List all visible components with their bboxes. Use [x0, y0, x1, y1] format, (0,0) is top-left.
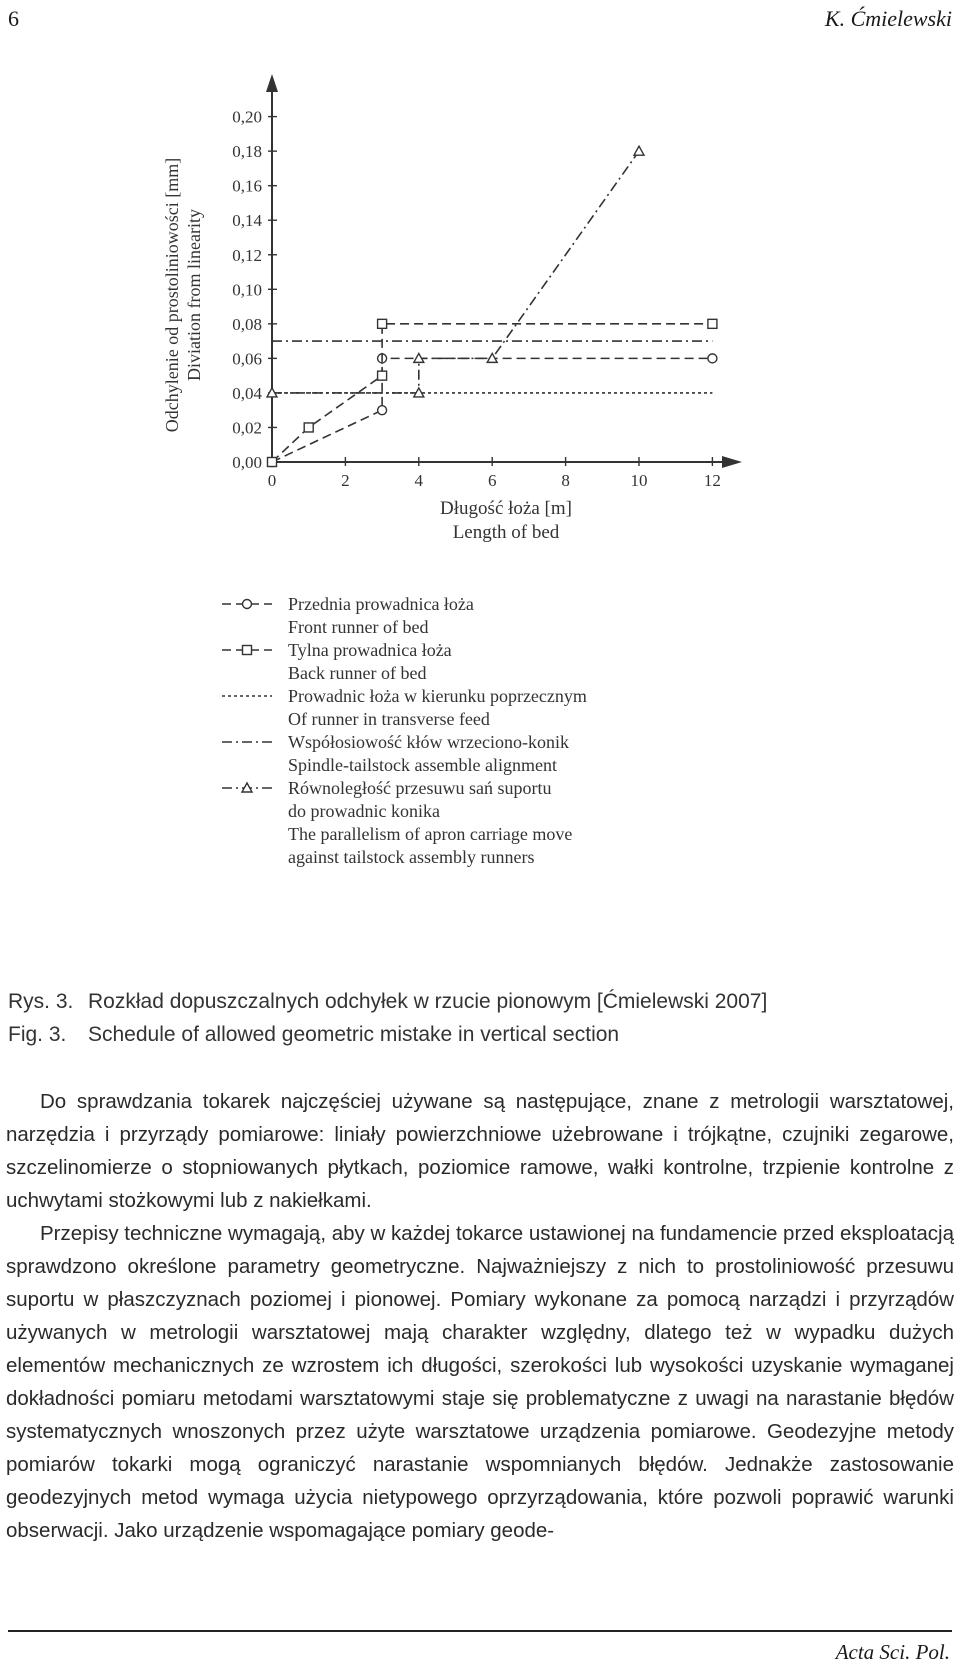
legend-text: Przednia prowadnica łoża: [288, 594, 474, 614]
y-tick-label: 0,18: [232, 142, 262, 162]
x-tick-label: 6: [487, 471, 497, 490]
caption-english-text: Schedule of allowed geometric mistake in vertical section: [88, 1023, 620, 1046]
y-tick-label: 0,14: [232, 211, 262, 231]
legend-text: Front runner of bed: [288, 617, 429, 637]
journal-footer: Acta Sci. Pol.: [835, 1640, 950, 1664]
caption-polish-label: Rys. 3.: [8, 990, 74, 1013]
x-axis-arrow: [722, 456, 742, 468]
y-axis-label-en: Diviation from linearity: [184, 209, 204, 381]
figure-caption: [8, 985, 767, 1051]
caption-polish-text: Rozkład dopuszczalnych odchyłek w rzucie pionowym [Ćmielewski 2007]: [88, 990, 768, 1013]
x-tick-label: 0: [267, 471, 277, 490]
y-tick-label: 0,04: [232, 383, 262, 403]
chart-axis-labels: [162, 158, 572, 543]
marker-circle: [243, 600, 252, 609]
legend-text: Równoległość przesuwu sań suportu: [288, 778, 552, 798]
legend-text: Tylna prowadnica łoża: [288, 640, 452, 660]
marker-square: [268, 458, 277, 467]
footer-rule: [8, 1630, 952, 1632]
x-tick-label: 8: [561, 471, 570, 490]
series-line: [272, 151, 639, 393]
legend-text: Współosiowość kłów wrzeciono-konik: [288, 732, 569, 752]
legend-text: Spindle-tailstock assemble alignment: [288, 755, 557, 775]
marker-square: [708, 319, 717, 328]
y-tick-label: 0,20: [232, 107, 262, 127]
figure-chart: [160, 70, 800, 920]
running-head-author: K. Ćmielewski: [824, 6, 952, 31]
legend-text: Of runner in transverse feed: [288, 709, 490, 729]
y-tick-label: 0,06: [232, 349, 262, 369]
y-tick-label: 0,02: [232, 418, 262, 438]
chart-series: [267, 146, 717, 466]
y-tick-label: 0,00: [232, 453, 262, 472]
marker-square: [378, 371, 387, 380]
legend-text: do prowadnic konika: [288, 801, 440, 821]
marker-square: [378, 319, 387, 328]
legend-text: Back runner of bed: [288, 663, 427, 683]
x-axis-label-en: Length of bed: [452, 522, 560, 543]
caption-polish: [8, 985, 767, 1018]
x-axis-label-pl: Długość łoża [m]: [440, 498, 572, 519]
y-tick-label: 0,12: [232, 245, 262, 265]
caption-english: [8, 1018, 767, 1051]
y-tick-label: 0,16: [232, 176, 262, 196]
chart-legend: [222, 594, 587, 867]
marker-triangle: [634, 146, 644, 155]
page-header: [8, 6, 952, 36]
chart-axes: [266, 74, 742, 468]
marker-square: [243, 646, 252, 655]
paragraph-2: Przepisy techniczne wymagają, aby w każdej tokarce ustawionej na fundamencie przed eksploatacją sprawdzono określone parametry geometryczne. Najważniejszy z nich to prostoliniowość przesuwu suportu w płaszczyznach poziomej i pionowej. Pomiary wykonane za pomocą narządzi i przyrządów używanych w metrologii warsztatowej mają charakter względny, dlatego też w wypadku dużych elementów mechanicznych ze wzrostem ich długości, szerokości lub wysokości uzyskanie wymaganej dokładności pomiaru metodami warsztatowymi staje się problematyczne z uwagi na narastanie błędów systematycznych wnoszonych przez użyte warsztatowe urządzenia pomiarowe. Geodezyjne metody pomiarów tokarki mogą ograniczyć narastanie wspomnianych błędów. Jednakże zastosowanie geodezyjnych metod wymaga użycia nietypowego oprzyrządowania, które pozwoli poprawić warunki obserwacji. Jako urządzenie wspomagające pomiary geode-: [6, 1222, 954, 1542]
y-tick-label: 0,10: [232, 280, 262, 300]
caption-english-label: Fig. 3.: [8, 1023, 67, 1046]
body-text: [6, 1085, 954, 1547]
paragraph-1: Do sprawdzania tokarek najczęściej używane są następujące, znane z metrologii warsztatowej, narzędzia i przyrządy pomiarowe: liniały powierzchniowe użebrowane i trójkątne, czujniki zegarowe, szczelinomierze o stopniowanych płytkach, poziomice ramowe, wałki kontrolne, trzpienie kontrolne z uchwytami stożkowymi lub z nakiełkami.: [6, 1090, 954, 1212]
x-tick-label: 12: [703, 471, 721, 490]
legend-text: against tailstock assembly runners: [288, 847, 535, 867]
x-tick-label: 2: [341, 471, 350, 490]
page-number: 6: [8, 6, 19, 31]
marker-square: [304, 423, 313, 432]
marker-circle: [708, 354, 717, 363]
series-line: [272, 358, 712, 462]
y-axis-label-pl: Odchylenie od prostoliniowości [mm]: [162, 157, 182, 433]
marker-circle: [378, 406, 387, 415]
y-tick-label: 0,08: [232, 314, 262, 334]
legend-text: Prowadnic łoża w kierunku poprzecznym: [288, 686, 587, 706]
y-axis-arrow: [266, 74, 278, 92]
legend-text: The parallelism of apron carriage move: [288, 824, 573, 844]
x-tick-label: 10: [630, 471, 648, 490]
x-tick-label: 4: [414, 471, 424, 490]
